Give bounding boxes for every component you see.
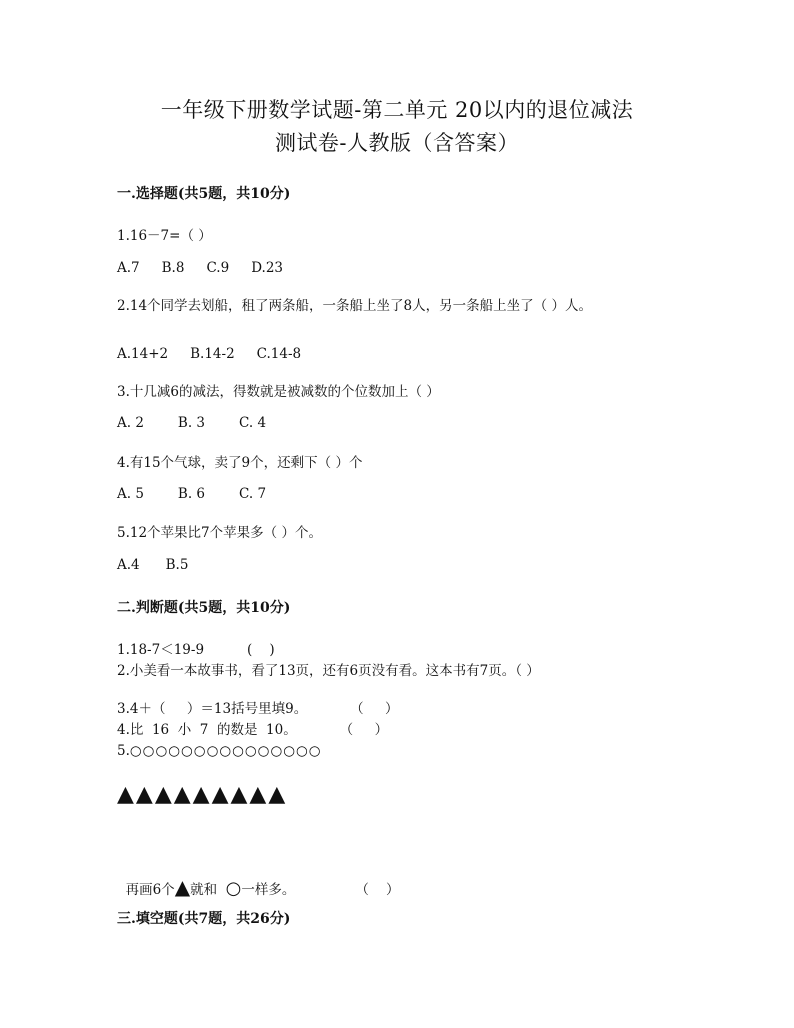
choice-options-3 [117,415,288,431]
option-a: A.4 [117,557,140,573]
question-part-b: 就和 [190,882,226,898]
answer-parentheses: （ ） [355,882,400,898]
section-heading-judge: 二.判断题(共5题，共10分) [117,600,291,616]
choice-question-5: 5.12个苹果比7个苹果多（ ）个。 [117,525,322,541]
section-heading-choice: 一.选择题(共5题，共10分) [117,186,291,202]
choice-question-4: 4.有15个气球，卖了9个，还剩下（ ）个 [117,455,363,471]
choice-question-1: 1.16－7=（ ） [117,228,212,244]
option-d: D.23 [251,260,283,276]
option-a: A. 2 [117,415,144,431]
judge-item-3: 3.4＋（ ）＝13括号里填9。 （ ） [117,701,399,717]
circle-icons-row: ○○○○○○○○○○○○○○○ [129,743,322,759]
choice-question-2: 2.14个同学去划船，租了两条船，一条船上坐了8人，另一条船上坐了（ ）人。 [117,298,592,314]
doc-title-line1: 一年级下册数学试题-第二单元 20以内的退位减法 [160,98,634,122]
option-b: B. 3 [177,415,206,431]
choice-options-1 [117,260,305,276]
question-part-c: 一样多。 [241,882,296,898]
choice-options-4 [117,486,288,502]
option-b: B.8 [161,260,185,276]
section-heading-fill: 三.填空题(共7题，共26分) [117,911,291,927]
item-number: 5. [117,743,130,759]
option-b: B. 6 [177,486,206,502]
judge-item-1: 1.18-7＜19-9 ( ) [117,642,275,658]
choice-question-3: 3.十几减6的减法，得数就是被减数的个位数加上（ ） [117,384,440,400]
circle-icon: ○ [225,878,242,899]
option-c: C.14-8 [256,346,302,362]
option-a: A. 5 [117,486,144,502]
option-c: C.9 [206,260,230,276]
judge-item-5-question [117,859,400,899]
triangle-icon: ▲ [174,875,191,899]
doc-title-line2: 测试卷-人教版（含答案） [274,131,520,155]
option-a: A.14+2 [117,346,169,362]
choice-options-2 [117,346,323,362]
triangle-icons-row: ▲▲▲▲▲▲▲▲▲ [117,782,288,807]
option-b: B.5 [165,557,189,573]
option-a: A.7 [117,260,140,276]
option-c: C. 7 [239,486,267,502]
choice-options-5 [117,557,210,573]
judge-item-5-circles-row [117,743,322,759]
judge-item-2: 2.小美看一本故事书，看了13页，还有6页没有看。这本书有7页。（ ） [117,663,540,679]
option-b: B.14-2 [190,346,235,362]
question-part-a: 再画6个 [125,882,175,898]
judge-item-4: 4.比 16 小 7 的数是 10。 （ ） [117,722,389,738]
option-c: C. 4 [239,415,267,431]
